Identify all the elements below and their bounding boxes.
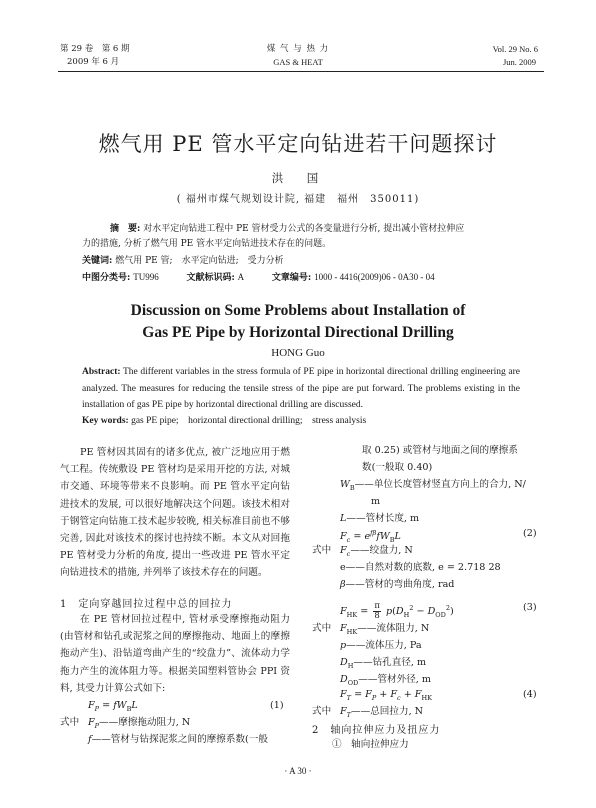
page-number: · A 30 · [284,766,312,776]
equation-2: $F_c = e^{f\beta}fW_BL$ [340,529,401,545]
def-fp: $F_P——$摩擦拖动阻力, N [88,717,191,730]
header-date-cn: 2009 年 6 月 [67,57,120,67]
header-date-en: Jun. 2009 [502,57,536,67]
doc-label: 文献标识码: [186,273,235,283]
def-l: L——管材长度, m [340,513,420,524]
author-en: HONG Guo [271,347,325,359]
abstract-cn-line1 [110,222,464,237]
equation-4: $F_T = F_P + F_c + F_{HK}$ [340,689,432,702]
abstract-cn-text-1: 对水平定向钻进工程中 PE 管材受力公式的各变量进行分析, 提出减小管材拉伸应 [143,224,465,234]
def-dh: $D_H——$钻孔直径, m [340,657,427,670]
title-en-line1: Discussion on Some Problems about Installation of [130,302,466,319]
def-fhk: $F_{HK}——$流体阻力, N [340,623,430,636]
def-p: p——流体压力, Pa [340,640,422,651]
where-label-3: 式中 [312,623,332,634]
section-2-heading: 2 轴向拉伸应力及扭应力 [312,725,441,736]
doc-value: A [237,272,245,282]
header-rule [58,71,544,72]
where-label-2: 式中 [312,545,332,556]
title-cn: 燃气用 PE 管水平定向钻进若干问题探讨 [98,132,498,156]
def-ft: $F_T——$总回拉力, N [340,706,424,719]
def-dod: $D_{OD}——$管材外径, m [340,674,432,687]
header-journal-cn: 煤 气 与 热 力 [266,44,330,54]
title-en-line2: Gas PE Pipe by Horizontal Directional Drilling [142,324,454,341]
def-fc: $F_c——$绞盘力, N [340,545,413,558]
def-wb: $W_B——$单位长度管材竖直方向上的合力, N/ [340,479,526,492]
abstract-en-label: Abstract: [82,367,121,377]
keywords-cn: 燃气用 PE 管; 水平定向钻进; 受力分析 [115,256,284,266]
abstract-cn-text-2: 力的措施, 分析了燃气用 PE 管水平定向钻进技术存在的问题。 [82,239,332,249]
equation-1: $F_P = fW_BL$ [88,700,138,713]
where-label-1: 式中 [60,717,80,728]
equation-2-number: (2) [523,528,537,539]
section-1-paragraph: 在 PE 管材回拉过程中, 管材承受摩擦拖动阻力(由管材和钻孔或泥浆之间的摩擦拖动、地面上的摩擦拖动产生)、沿钻道弯曲产生的“绞盘力”、流体动力学拖力产生的流体阻力等。根据美国塑料管协会 PPI 资料, 其受力计算公式如下: [60,614,290,694]
abstract-en [82,364,520,414]
article-value: 1000 - 4416(2009)06 - 0A30 - 04 [314,272,435,282]
equation-4-number: (4) [523,689,537,700]
keywords-en-label: Key words: [82,416,129,426]
keywords-en: gas PE pipe; horizontal directional drilling; stress analysis [131,416,367,426]
classification-line [82,270,435,286]
section-2-1-heading: ① 轴向拉伸应力 [332,739,409,750]
def-beta: β——管材的弯曲角度, rad [340,579,455,590]
def-e: e——自然对数的底数, e = 2.718 28 [340,562,501,573]
def-f-cont-1: 取 0.25) 或管材与地面之间的摩擦系 [362,445,518,456]
author-cn: 洪 国 [271,171,325,185]
section-1-heading: 1 定向穿越回拉过程中总的回拉力 [60,599,233,610]
equation-1-number: (1) [270,700,284,711]
class-label: 中图分类号: [82,273,131,283]
affiliation-cn: ( 福州市煤气规划设计院, 福建 福州 350011) [176,194,420,205]
def-f: f——管材与钻探泥浆之间的摩擦系数(一般 [88,734,268,745]
def-f-cont-2: 数(一般取 0.40) [362,462,433,473]
equation-3: $F_{HK}$ = $\frac{\pi}{8} p(D_H^2 - D_{OD}^2)$ [340,601,454,622]
where-label-4: 式中 [312,706,332,717]
abstract-en-text: The different variables in the stress formula of PE pipe in horizontal directional drilling engineering are analyzed. The measures for reducing the tensile stress of the pipe are put forward. The problems existing in the installation of gas PE pipe by horizontal directional drilling are discussed. [82,367,520,410]
header-journal-en: GAS & HEAT [273,57,323,67]
def-wb-unit: m [371,496,381,507]
header-volume-cn: 第 29 卷 第 6 期 [60,44,130,54]
keywords-cn-line [82,254,284,269]
intro-paragraph: PE 管材因其固有的诸多优点, 被广泛地应用于燃气工程。传统敷设 PE 管材均是采用开挖的方法, 对城市交通、环境等带来不良影响。而 PE 管水平定向钻进技术的发展, 可以很好地解决这个问题。该技术相对于钢管定向钻施工技术起步较晚, 相关标准目前也不够完善, 因此对该技术的探讨也持续不断。本文从对回拖 PE 管材受力分析的角度, 提出一些改进 PE 管水平定向钻进技术的措施, 并列举了该技术存在的问题。 [60,447,290,579]
keywords-cn-label: 关键词: [82,256,113,266]
class-value: TU996 [133,272,159,282]
header-volume-en: Vol. 29 No. 6 [492,44,538,54]
keywords-en-line [82,413,366,430]
equation-3-number: (3) [523,602,537,613]
abstract-cn-label: 摘 要: [110,224,141,234]
article-label: 文章编号: [271,273,312,283]
